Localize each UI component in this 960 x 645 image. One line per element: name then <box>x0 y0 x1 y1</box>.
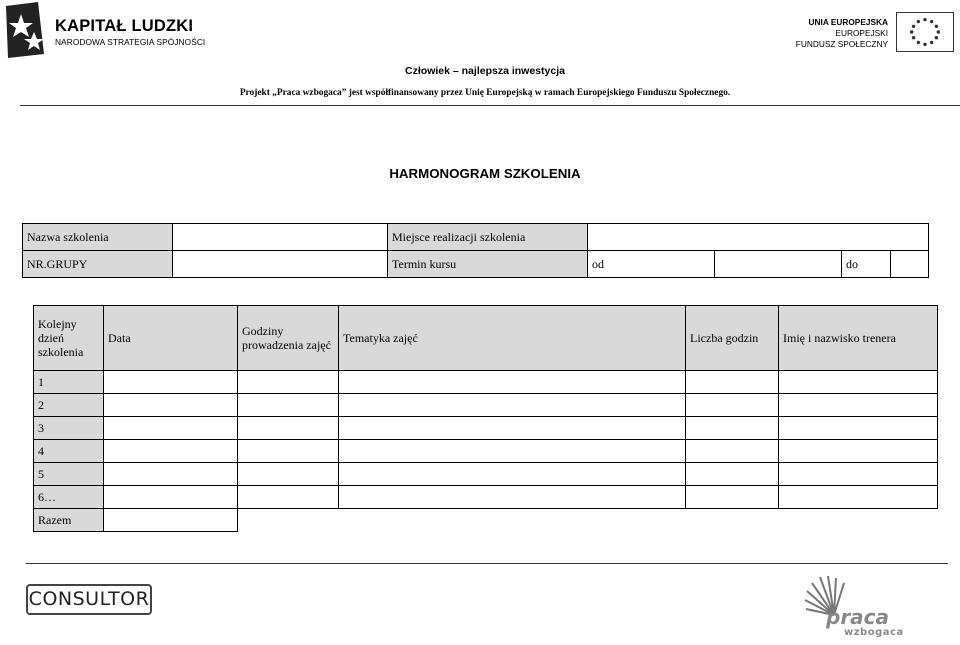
row-number: 3 <box>34 417 104 440</box>
topic-cell[interactable] <box>339 371 686 394</box>
hour-count-cell[interactable] <box>686 371 779 394</box>
term-to-field[interactable] <box>891 251 929 277</box>
table-row <box>34 417 938 440</box>
kapital-ludzki-emblem-icon <box>4 2 50 58</box>
document-title: HARMONOGRAM SZKOLENIA <box>389 166 581 181</box>
term-dates <box>715 251 929 278</box>
row-number: 5 <box>34 463 104 486</box>
schedule-table <box>33 305 938 532</box>
praca-wzbogaca-logo <box>804 575 914 641</box>
date-cell[interactable] <box>104 417 238 440</box>
col-header-hour-count: Liczba godzin <box>686 306 779 371</box>
praca-word: praca <box>826 605 890 629</box>
col-header-trainer: Imię i nazwisko trenera <box>779 306 938 371</box>
date-cell[interactable] <box>104 394 238 417</box>
training-info-table <box>22 223 929 278</box>
term-from-field[interactable] <box>715 251 842 277</box>
eu-line-1: UNIA EUROPEJSKA <box>808 17 888 27</box>
eu-flag-icon <box>896 12 954 52</box>
term-label: Termin kursu <box>388 251 588 278</box>
eu-logo <box>795 12 954 56</box>
topic-cell[interactable] <box>339 417 686 440</box>
date-cell[interactable] <box>104 371 238 394</box>
col-header-hours: Godziny prowadzenia zajęć <box>238 306 339 371</box>
trainer-cell[interactable] <box>779 440 938 463</box>
row-number: 4 <box>34 440 104 463</box>
table-row <box>34 394 938 417</box>
eu-line-3: FUNDUSZ SPOŁECZNY <box>795 39 888 49</box>
kapital-ludzki-subtitle: NARODOWA STRATEGIA SPÓJNOŚCI <box>55 37 206 47</box>
col-header-day: Kolejny dzień szkolenia <box>34 306 104 371</box>
hour-count-cell[interactable] <box>686 463 779 486</box>
group-number-label: NR.GRUPY <box>23 251 173 278</box>
term-dates-inner <box>715 251 928 277</box>
empty-cell <box>779 509 938 532</box>
total-label: Razem <box>34 509 104 532</box>
date-cell[interactable] <box>104 440 238 463</box>
trainer-cell[interactable] <box>779 486 938 509</box>
eu-text <box>796 17 888 50</box>
trainer-cell[interactable] <box>779 371 938 394</box>
header-divider <box>20 105 960 106</box>
info-row-group <box>23 251 929 278</box>
trainer-cell[interactable] <box>779 463 938 486</box>
date-cell[interactable] <box>104 463 238 486</box>
hours-cell[interactable] <box>238 371 339 394</box>
term-from-label: od <box>588 251 715 278</box>
row-number: 2 <box>34 394 104 417</box>
training-name-label: Nazwa szkolenia <box>23 224 173 251</box>
hour-count-cell[interactable] <box>686 394 779 417</box>
hour-count-cell[interactable] <box>686 440 779 463</box>
motto: Człowiek – najlepsza inwestycja <box>405 65 565 77</box>
term-to-label: do <box>842 251 891 277</box>
trainer-cell[interactable] <box>779 394 938 417</box>
location-field[interactable] <box>588 224 929 251</box>
total-row <box>34 509 938 532</box>
table-row <box>34 440 938 463</box>
date-cell[interactable] <box>104 486 238 509</box>
hour-count-cell[interactable] <box>686 417 779 440</box>
empty-cell <box>339 509 686 532</box>
footer-divider <box>26 563 948 564</box>
consultor-logo-text: CONSULTOR <box>28 588 150 610</box>
topic-cell[interactable] <box>339 394 686 417</box>
group-number-field[interactable] <box>173 251 388 278</box>
consultor-logo <box>26 584 152 615</box>
row-number: 1 <box>34 371 104 394</box>
hour-count-cell[interactable] <box>686 486 779 509</box>
trainer-cell[interactable] <box>779 417 938 440</box>
kapital-ludzki-logo <box>4 2 206 58</box>
empty-cell <box>686 509 779 532</box>
wzbogaca-word: wzbogaca <box>844 627 904 638</box>
hours-cell[interactable] <box>238 486 339 509</box>
topic-cell[interactable] <box>339 463 686 486</box>
row-number: 6… <box>34 486 104 509</box>
location-label: Miejsce realizacji szkolenia <box>388 224 588 251</box>
training-name-field[interactable] <box>173 224 388 251</box>
empty-cell <box>238 509 339 532</box>
project-cofinancing-line: Projekt „Praca wzbogaca” jest współfinansowany przez Unię Europejską w ramach Europejskiego Funduszu Społecznego. <box>239 88 731 98</box>
eu-line-2: EUROPEJSKI <box>835 28 888 38</box>
table-row <box>34 463 938 486</box>
total-value-cell[interactable] <box>104 509 238 532</box>
col-header-topic: Tematyka zajęć <box>339 306 686 371</box>
table-row <box>34 486 938 509</box>
topic-cell[interactable] <box>339 440 686 463</box>
col-header-date: Data <box>104 306 238 371</box>
hours-cell[interactable] <box>238 417 339 440</box>
hours-cell[interactable] <box>238 394 339 417</box>
kapital-ludzki-title: KAPITAŁ LUDZKI <box>55 17 194 35</box>
topic-cell[interactable] <box>339 486 686 509</box>
table-row <box>34 371 938 394</box>
info-row-name <box>23 224 929 251</box>
schedule-header-row <box>34 306 938 371</box>
hours-cell[interactable] <box>238 440 339 463</box>
hours-cell[interactable] <box>238 463 339 486</box>
